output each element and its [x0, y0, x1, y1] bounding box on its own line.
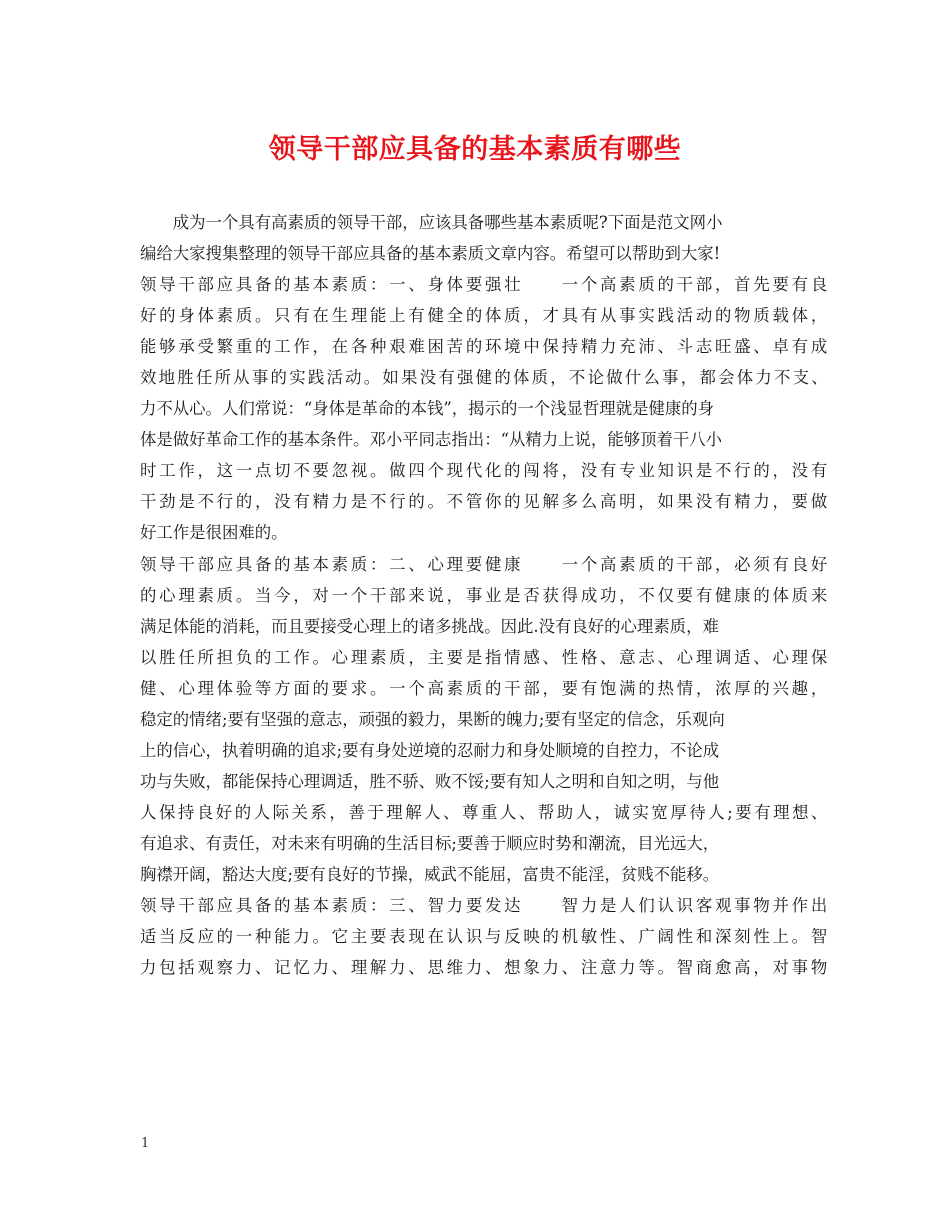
body-text-line: 人保持良好的人际关系，善于理解人、尊重人、帮助人，诚实宽厚待人;要有理想、	[140, 802, 830, 822]
body-text-line: 适当反应的一种能力。它主要表现在认识与反映的机敏性、广阔性和深刻性上。智	[140, 927, 830, 947]
body-text-line: 成为一个具有高素质的领导干部，应该具备哪些基本素质呢?下面是范文网小	[140, 213, 723, 232]
body-text-line: 满足体能的消耗，而且要接受心理上的诸多挑战。因此.没有良好的心理素质，难	[140, 616, 719, 636]
body-text-line: 领导干部应具备的基本素质：三、智力要发达 智力是人们认识客观事物并作出	[140, 896, 830, 916]
body-text-line: 力包括观察力、记忆力、理解力、思维力、想象力、注意力等。智商愈高，对事物	[140, 958, 830, 978]
body-text-line: 有追求、有责任，对未来有明确的生活目标;要善于顺应时势和潮流，目光远大，	[140, 833, 720, 853]
body-text-line: 力不从心。人们常说：“身体是革命的本钱”，揭示的一个浅显哲理就是健康的身	[140, 399, 715, 419]
body-text-line: 好的身体素质。只有在生理能上有健全的体质，才具有从事实践活动的物质载体，	[140, 306, 830, 326]
body-text-line: 功与失败，都能保持心理调适，胜不骄、败不馁;要有知人之明和自知之明，与他	[140, 771, 720, 791]
body-text-line: 上的信心，执着明确的追求;要有身处逆境的忍耐力和身处顺境的自控力，不论成	[140, 740, 720, 760]
body-text-line: 时工作，这一点切不要忽视。做四个现代化的闯将，没有专业知识是不行的，没有	[140, 461, 830, 481]
body-text-line: 编给大家搜集整理的领导干部应具备的基本素质文章内容。希望可以帮助到大家!	[140, 244, 721, 264]
body-text-line: 健、心理体验等方面的要求。一个高素质的干部，要有饱满的热情，浓厚的兴趣，	[140, 678, 830, 698]
body-text-line: 效地胜任所从事的实践活动。如果没有强健的体质，不论做什么事，都会体力不支、	[140, 368, 830, 388]
body-text-line: 的心理素质。当今，对一个干部来说，事业是否获得成功，不仅要有健康的体质来	[140, 585, 830, 605]
body-text-line: 干劲是不行的，没有精力是不行的。不管你的见解多么高明，如果没有精力，要做	[140, 492, 830, 512]
document-title: 领导干部应具备的基本素质有哪些	[268, 134, 682, 165]
page-number: 1	[141, 1136, 150, 1151]
body-text-line: 稳定的情绪;要有坚强的意志，顽强的毅力，果断的魄力;要有坚定的信念，乐观向	[140, 709, 725, 729]
body-text-line: 领导干部应具备的基本素质：二、心理要健康 一个高素质的干部，必须有良好	[140, 554, 830, 574]
body-text-line: 以胜任所担负的工作。心理素质，主要是指情感、性格、意志、心理调适、心理保	[140, 647, 830, 667]
document-body	[140, 207, 830, 983]
body-text-line: 胸襟开阔，豁达大度;要有良好的节操，威武不能屈，富贵不能淫，贫贱不能移。	[140, 864, 720, 884]
body-text-line: 体是做好革命工作的基本条件。邓小平同志指出：“从精力上说，能够顶着干八小	[140, 430, 723, 450]
body-text-line: 领导干部应具备的基本素质：一、身体要强壮 一个高素质的干部，首先要有良	[140, 275, 830, 295]
body-text-line: 好工作是很困难的。	[140, 523, 288, 543]
body-text-line: 能够承受繁重的工作，在各种艰难困苦的环境中保持精力充沛、斗志旺盛、卓有成	[140, 337, 830, 357]
